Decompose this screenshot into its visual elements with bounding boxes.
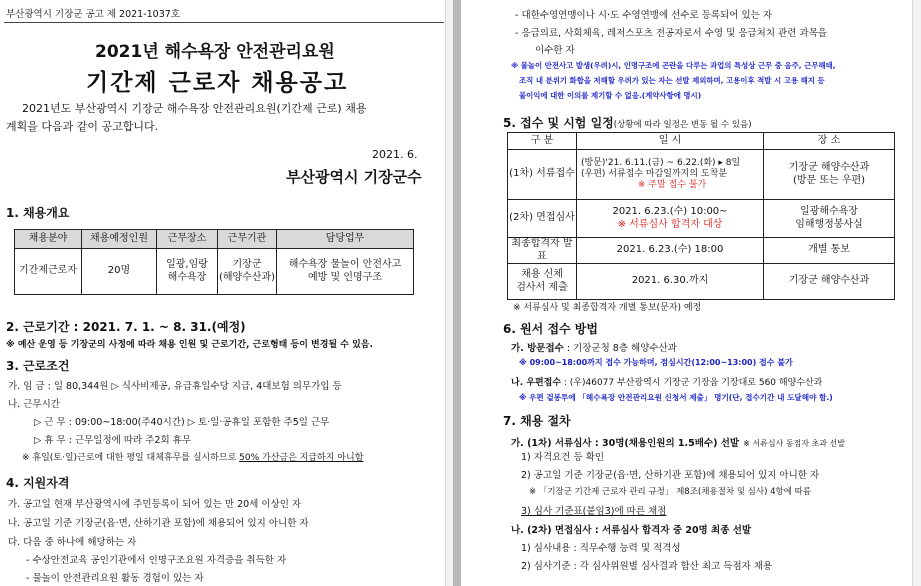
schedule-cell bbox=[764, 150, 895, 200]
overview-header: 담당업무 bbox=[277, 230, 414, 249]
qualification-c2: - 물놀이 안전관리요원 활동 경험이 있는 자 bbox=[26, 573, 204, 584]
doc-date: 2021. 6. bbox=[372, 148, 418, 161]
wage-line: 가. 임 금 : 일 80,344원 ▷ 식사비제공, 유급휴일수당 지급, 4대보험 의무가입 등 bbox=[8, 381, 342, 392]
issuer-name: 부산광역시 기장군수 bbox=[286, 168, 422, 186]
schedule-cell: 기장군 해양수산과 bbox=[764, 264, 895, 300]
schedule-place-sub: (방문 또는 우편) bbox=[792, 174, 866, 186]
qualification-c1: - 수상안전교육 공인기관에서 인명구조요원 자격증을 취득한 자 bbox=[26, 555, 287, 566]
schedule-cell: 채용 신체 검사서 제출 bbox=[508, 264, 577, 300]
qualification-b: 나. 공고일 기준 기장군(읍·면, 산하기관 포함)에 채용되어 있지 아니한 자 bbox=[8, 518, 309, 529]
section1-title: 1. 채용개요 bbox=[6, 206, 70, 220]
stage2-item1: 1) 심사내용 : 직무수행 능력 및 적격성 bbox=[521, 543, 681, 554]
header-rule bbox=[4, 22, 444, 23]
stage2-title: 나. (2차) 면접심사 : 서류심사 합격자 중 20명 최종 선발 bbox=[511, 525, 752, 536]
schedule-visit: (방문)'21. 6.11.(금) ~ 6.22.(화) ▸ 8일 bbox=[581, 157, 741, 168]
schedule-interview-note: ※ 서류심사 합격자 대상 bbox=[617, 218, 723, 230]
stage1-row bbox=[511, 431, 845, 450]
warning-note-line2: 조직 내 분위기 화합을 저해할 우려가 있는 자는 선발 제외하며, 고용이후 적발 시 고용 해지 등 bbox=[519, 76, 825, 85]
notice-number: 부산광역시 기장군 공고 제 2021-1037호 bbox=[6, 9, 180, 20]
page-edge-right bbox=[912, 0, 921, 586]
schedule-header: 일 시 bbox=[577, 133, 764, 150]
overview-header: 근무기관 bbox=[218, 230, 277, 249]
intro-line1: 2021년도 부산광역시 기장군 해수욕장 안전관리요원(기간제 근로) 채용 bbox=[22, 102, 367, 115]
qualification-c4: - 응급의료, 사회체육, 레저스포츠 전공자로서 수영 및 응급처치 관련 과목을 bbox=[515, 28, 827, 39]
overview-cell: 기간제근로자 bbox=[15, 249, 82, 295]
section5-title-row bbox=[503, 112, 752, 131]
mail-application: 나. 우편접수 : (우)46077 부산광역시 기장군 기장읍 기장대로 560 해양수산과 bbox=[511, 378, 823, 388]
stage1-title: 가. (1차) 서류심사 : 30명(채용인원의 1.5배수) 선발 bbox=[511, 438, 740, 449]
schedule-header: 구 분 bbox=[508, 133, 577, 150]
hours-work: ▷ 근 무 : 09:00~18:00(주40시간) ▷ 토·일·공휴일 포함한 주5일 근무 bbox=[34, 417, 330, 428]
section7-title: 7. 채용 절차 bbox=[503, 414, 571, 428]
overview-cell: 일광,임랑 해수욕장 bbox=[157, 249, 218, 295]
warning-note-line1: ※ 물놀이 안전사고 발생(우려)시, 인명구조에 곤란을 다루는 과업의 특성상 근무 중 음주, 근무해태, bbox=[511, 61, 836, 70]
schedule-interview-date: 2021. 6.23.(수) 10:00~ bbox=[612, 206, 728, 217]
schedule-place: 기장군 해양수산과 bbox=[788, 162, 870, 173]
warning-note-line3: 불이익에 대한 이의를 제기할 수 없음.(계약사항에 명시) bbox=[519, 91, 702, 100]
schedule-mail: (우편) 서류접수 마감일까지의 도착분 bbox=[581, 168, 728, 179]
overview-header: 채용분야 bbox=[15, 230, 82, 249]
qualification-a: 가. 공고일 현재 부산광역시에 주민등록이 되어 있는 만 20세 이상인 자 bbox=[8, 499, 302, 510]
section3-title: 3. 근로조건 bbox=[6, 359, 70, 373]
schedule-cell: (1차) 서류접수 bbox=[508, 150, 577, 200]
schedule-cell: 개별 통보 bbox=[764, 238, 895, 264]
stage2-item2: 2) 심사기준 : 각 심사위원별 심사결과 합산 최고 득점자 채용 bbox=[521, 561, 773, 572]
section5-subtitle: (상황에 따라 일정은 변동 될 수 있음) bbox=[613, 120, 752, 130]
section5-title: 5. 접수 및 시험 일정 bbox=[503, 116, 614, 130]
schedule-cell bbox=[577, 200, 764, 238]
section2-note: ※ 예산 운영 등 기장군의 사정에 따라 채용 인원 및 근로기간, 근로형태 등이 변경될 수 있음. bbox=[6, 340, 373, 350]
overview-cell: 20명 bbox=[82, 249, 157, 295]
section4-title: 4. 지원자격 bbox=[6, 476, 70, 490]
doc-title-line2: 기간제 근로자 채용공고 bbox=[86, 70, 349, 96]
stage1-item2-note: ※ 「기장군 기간제 근로자 관리 규정」 제8조(채용절차 및 심사) 4항에 따름 bbox=[529, 487, 812, 497]
visit-application: 가. 방문접수 : 기장군청 8층 해양수산과 bbox=[511, 343, 677, 354]
section6-title: 6. 원서 접수 방법 bbox=[503, 322, 598, 336]
document-page-right bbox=[461, 0, 921, 586]
page-gutter bbox=[453, 0, 461, 586]
schedule-cell bbox=[577, 150, 764, 200]
schedule-cell: 2021. 6.23.(수) 18:00 bbox=[577, 238, 764, 264]
stage1-item1: 1) 자격요건 등 확인 bbox=[521, 452, 605, 463]
schedule-note: ※ 서류심사 및 최종합격자 개별 통보(문자) 예정 bbox=[513, 303, 702, 313]
stage1-item2: 2) 공고일 기준 기장군(읍·면, 산하기관 포함)에 채용되어 있지 아니한 자 bbox=[521, 470, 820, 481]
intro-line2: 계획을 다음과 같이 공고합니다. bbox=[6, 120, 159, 133]
qualification-c3: - 대한수영연맹이나 시·도 수영연맹에 선수로 등록되어 있는 자 bbox=[515, 10, 773, 21]
qualification-c4-cont: 이수한 자 bbox=[535, 45, 575, 56]
schedule-header: 장 소 bbox=[764, 133, 895, 150]
schedule-place: 일광해수욕장 bbox=[800, 206, 858, 217]
overview-cell: 해수욕장 물놀이 안전사고 예방 및 인명구조 bbox=[277, 249, 414, 295]
overview-table bbox=[14, 229, 414, 295]
doc-title-line1: 2021년 해수욕장 안전관리요원 bbox=[95, 42, 335, 62]
mail-application-note: ※ 우편 겉봉투에 「해수욕장 안전관리요원 신청서 제출」 명기(단, 접수기간 내 도달해야 함.) bbox=[519, 393, 833, 402]
visit-application-note: ※ 09:00~18:00까지 접수 가능하며, 점심시간(12:00~13:00) 접수 불가 bbox=[519, 358, 793, 367]
hours-off: ▷ 휴 무 : 근무일정에 따라 주2회 휴무 bbox=[34, 435, 191, 446]
holiday-note: ※ 휴일(토·일)근로에 대한 평일 대체휴무를 실시하므로 50% 가산금은 지급하지 아니함 bbox=[22, 453, 364, 463]
stage1-note: ※ 서류심사 동점자 초과 선발 bbox=[743, 439, 846, 448]
schedule-cell: (2차) 면접심사 bbox=[508, 200, 577, 238]
overview-header: 채용예정인원 bbox=[82, 230, 157, 249]
page-edge-left bbox=[445, 0, 453, 586]
overview-cell: 기장군 (해양수산과) bbox=[218, 249, 277, 295]
schedule-weekend-note: ※ 주말 접수 불가 bbox=[637, 180, 707, 191]
schedule-cell: 최종합격자 발표 bbox=[508, 238, 577, 264]
stage1-item3: 3) 심사 기준표(붙임3)에 따른 채점 bbox=[521, 506, 667, 517]
schedule-table bbox=[507, 132, 895, 300]
section2-title: 2. 근로기간 : 2021. 7. 1. ~ 8. 31.(예정) bbox=[6, 320, 246, 334]
schedule-cell bbox=[764, 200, 895, 238]
hours-heading: 나. 근무시간 bbox=[8, 399, 60, 410]
document-page-left bbox=[0, 0, 453, 586]
schedule-cell: 2021. 6.30.까지 bbox=[577, 264, 764, 300]
schedule-place-sub: 임해행정봉사실 bbox=[795, 218, 863, 230]
qualification-c: 다. 다음 중 하나에 해당하는 자 bbox=[8, 537, 137, 548]
overview-header: 근무장소 bbox=[157, 230, 218, 249]
